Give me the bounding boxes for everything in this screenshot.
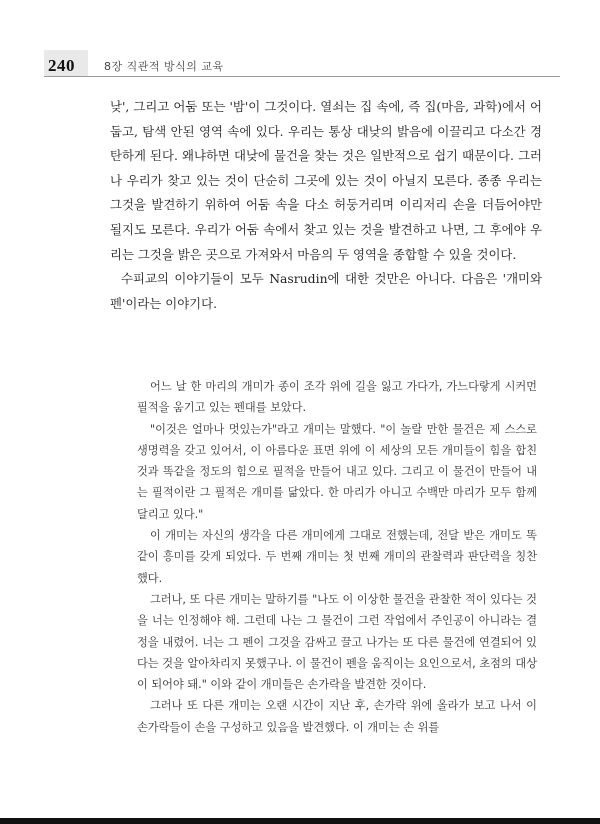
main-paragraph: 낮', 그리고 어둠 또는 '밤'이 그것이다. 열쇠는 집 속에, 즉 집(마음, 과학)에서 어둡고, 탐색 안된 영역 속에 있다. 우리는 통상 대낮의 밝음에 이끌리고 다소간 경탄하게 된다. 왜냐하면 대낮에 물건을 찾는 것은 일반적으로 쉽기 때문이다. 그러나 우리가 찾고 있는 것이 단순히 그곳에 있는 것이 아닐지 모른다. 종종 우리는 그것을 발견하기 위하여 어둠 속을 다소 허둥거리며 이리저리 손을 더듬어야만 될지도 모른다. 우리가 어둠 속에서 찾고 있는 것을 발견하고 나면, 그 후에야 우리는 그것을 밝은 곳으로 가져와서 마음의 두 영역을 종합할 수 있을 것이다.	[110, 99, 542, 262]
story-paragraph: 그러나, 또 다른 개미는 말하기를 "나도 이 이상한 물건을 관찰한 적이 있다는 것을 너는 인정해야 해. 그런데 나는 그 물건이 그런 작업에서 주인공이 아니라는 결정을 내렸어. 너는 그 펜이 그것을 감싸고 끌고 나가는 또 다른 물건에 연결되어 있다는 것을 알아차리지 못했구나. 이 물건이 펜을 움직이는 요인으로서, 초점의 대상이 되어야 돼." 이와 같이 개미들은 손가락을 발견한 것이다.	[137, 592, 537, 692]
story-excerpt	[137, 376, 537, 738]
main-paragraph: 수피교의 이야기들이 모두 Nasrudin에 대한 것만은 아니다. 다음은 '개미와 펜'이라는 이야기다.	[110, 271, 542, 311]
page-number: 240	[48, 56, 75, 75]
main-text	[110, 95, 542, 316]
story-paragraph: 이 개미는 자신의 생각을 다른 개미에게 그대로 전했는데, 전달 받은 개미도 똑같이 흥미를 갖게 되었다. 두 번째 개미는 첫 번째 개미의 관찰력과 판단력을 칭찬했다.	[137, 529, 537, 585]
bottom-edge-bar	[0, 818, 600, 824]
running-head: 8장 직관적 방식의 교육	[104, 60, 224, 73]
story-paragraph: "이것은 얼마나 멋있는가"라고 개미는 말했다. "이 놀랄 만한 물건은 제 스스로 생명력을 갖고 있어서, 이 아름다운 표면 위에 이 세상의 모든 개미들이 힘을 합친 것과 똑같을 정도의 힘으로 필적을 만들어 내고 있다. 그리고 이 물건이 만들어 내는 필적이란 그 필적은 개미를 닮았다. 한 마리가 아니고 수백만 마리가 모두 함께 달리고 있다."	[137, 422, 537, 521]
page-header	[44, 46, 560, 74]
story-paragraph: 그러나 또 다른 개미는 오랜 시간이 지난 후, 손가락 위에 올라가 보고 나서 이 손가락들이 손을 구성하고 있음을 발견했다. 이 개미는 손 위를	[137, 699, 537, 734]
header-rule	[44, 76, 560, 77]
story-paragraph: 어느 날 한 마리의 개미가 종이 조각 위에 길을 잃고 가다가, 가느다랗게 시커먼 필적을 움기고 있는 펜대를 보았다.	[137, 380, 537, 415]
